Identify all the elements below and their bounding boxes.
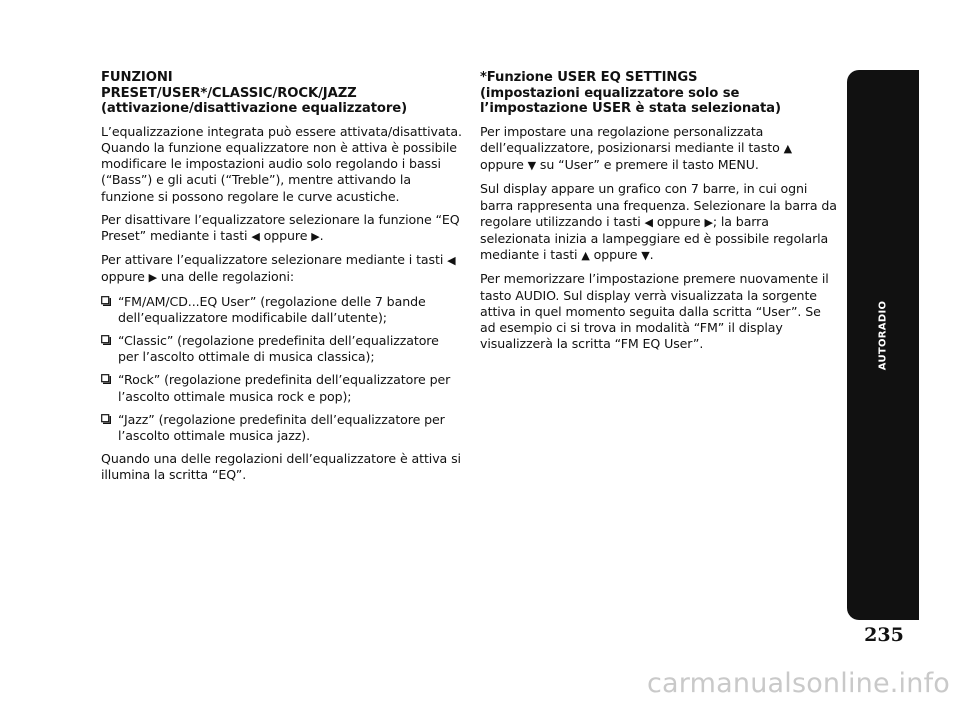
text: Per attivare l’equalizzatore selezionare mediante i tasti bbox=[101, 252, 444, 268]
right-column bbox=[480, 70, 838, 359]
heading-line: PRESET/USER*/CLASSIC/ROCK/JAZZ bbox=[101, 85, 357, 101]
text: “Jazz” (regolazione predefinita dell’equalizzatore per l’ascolto ottimale musica jazz). bbox=[118, 411, 445, 444]
heading-line: FUNZIONI bbox=[101, 70, 173, 85]
list-item bbox=[101, 294, 463, 326]
text: oppure bbox=[101, 269, 145, 285]
section-heading-user-eq-settings bbox=[480, 70, 838, 117]
paragraph-eq-indicator: Quando una delle regolazioni dell’equalizzatore è attiva si illumina la scritta “EQ”. bbox=[101, 451, 461, 483]
list-item bbox=[101, 412, 463, 444]
text: Per impostare una regolazione personalizzata dell’equalizzatore, posizionarsi mediante il tasto bbox=[480, 123, 780, 155]
section-heading-equalizer-functions bbox=[101, 70, 463, 117]
text: “Classic” (regolazione predefinita dell’equalizzatore per l’ascolto ottimale di musica classica); bbox=[118, 333, 439, 365]
text: su “User” e premere il tasto MENU. bbox=[539, 157, 759, 173]
paragraph-save-setting: Per memorizzare l’impostazione premere nuovamente il tasto AUDIO. Sul display verrà visualizzata la sorgente attiva in quel momento seguita dalla scritta “User”. Se ad esempio ci si trova in modalità “FM” il display visualizzerà la scritta “FM EQ User”. bbox=[480, 271, 829, 352]
left-arrow-icon: ◀ bbox=[251, 230, 260, 243]
right-arrow-icon: ▶ bbox=[311, 230, 320, 243]
left-arrow-icon: ◀ bbox=[644, 215, 653, 229]
paragraph-bar-graph bbox=[480, 181, 838, 264]
text: oppure bbox=[263, 228, 308, 243]
list-item bbox=[101, 333, 463, 365]
checkbox-bullet-icon bbox=[101, 374, 111, 384]
text: ; la barra selezionata inizia a lampeggiare ed è possibile regolarla mediante i tasti bbox=[480, 213, 829, 263]
paragraph-custom-setting bbox=[480, 124, 838, 175]
text: Per disattivare l’equalizzatore selezionare la funzione “EQ Preset” mediante i tasti bbox=[101, 211, 460, 243]
watermark: carmanualsonline.info bbox=[647, 668, 950, 699]
text: una delle regolazioni: bbox=[160, 269, 295, 285]
paragraph-enable-eq bbox=[101, 252, 463, 286]
text: “Rock” (regolazione predefinita dell’equalizzatore per l’ascolto ottimale musica rock e pop); bbox=[118, 372, 451, 404]
left-column bbox=[101, 70, 463, 491]
paragraph-disable-eq bbox=[101, 212, 463, 245]
checkbox-bullet-icon bbox=[101, 414, 111, 424]
up-arrow-icon: ▲ bbox=[783, 141, 792, 155]
heading-line: l’impostazione USER è stata selezionata) bbox=[480, 101, 781, 117]
page-number: 235 bbox=[864, 624, 904, 646]
side-tab-label bbox=[847, 300, 919, 370]
text: . bbox=[649, 247, 654, 263]
right-arrow-icon: ▶ bbox=[148, 271, 158, 285]
down-arrow-icon: ▼ bbox=[527, 159, 537, 173]
up-arrow-icon: ▲ bbox=[581, 249, 590, 263]
text: oppure bbox=[656, 213, 701, 229]
list-item bbox=[101, 372, 463, 404]
side-tab-text: AUTORADIO bbox=[877, 300, 889, 370]
text: “FM/AM/CD...EQ User” (regolazione delle 7 bande dell’equalizzatore modificabile dall’utente); bbox=[118, 293, 426, 325]
checkbox-bullet-icon bbox=[101, 296, 111, 306]
checkbox-bullet-icon bbox=[101, 335, 111, 345]
down-arrow-icon: ▼ bbox=[641, 249, 650, 263]
right-arrow-icon: ▶ bbox=[704, 215, 713, 229]
heading-line: (attivazione/disattivazione equalizzatore) bbox=[101, 101, 408, 117]
heading-line: (impostazioni equalizzatore solo se bbox=[480, 85, 740, 101]
text: . bbox=[319, 228, 324, 243]
heading-line: *Funzione USER EQ SETTINGS bbox=[480, 70, 698, 85]
text: Sul display appare un grafico con 7 barre, in cui ogni barra rappresenta una frequenza. Selezionare la barra da regolare utilizzando i tasti bbox=[480, 181, 837, 229]
text: oppure bbox=[593, 247, 638, 263]
paragraph-intro: L’equalizzazione integrata può essere attivata/disattivata. Quando la funzione equalizzatore non è attiva è possibile modificare le impostazioni audio solo regolando i bassi (“Bass”) e gli acuti (“Treble”), mentre attivando la funzione si possono regolare le curve acustiche. bbox=[101, 123, 462, 204]
left-arrow-icon: ◀ bbox=[447, 254, 456, 268]
text: oppure bbox=[480, 157, 524, 173]
